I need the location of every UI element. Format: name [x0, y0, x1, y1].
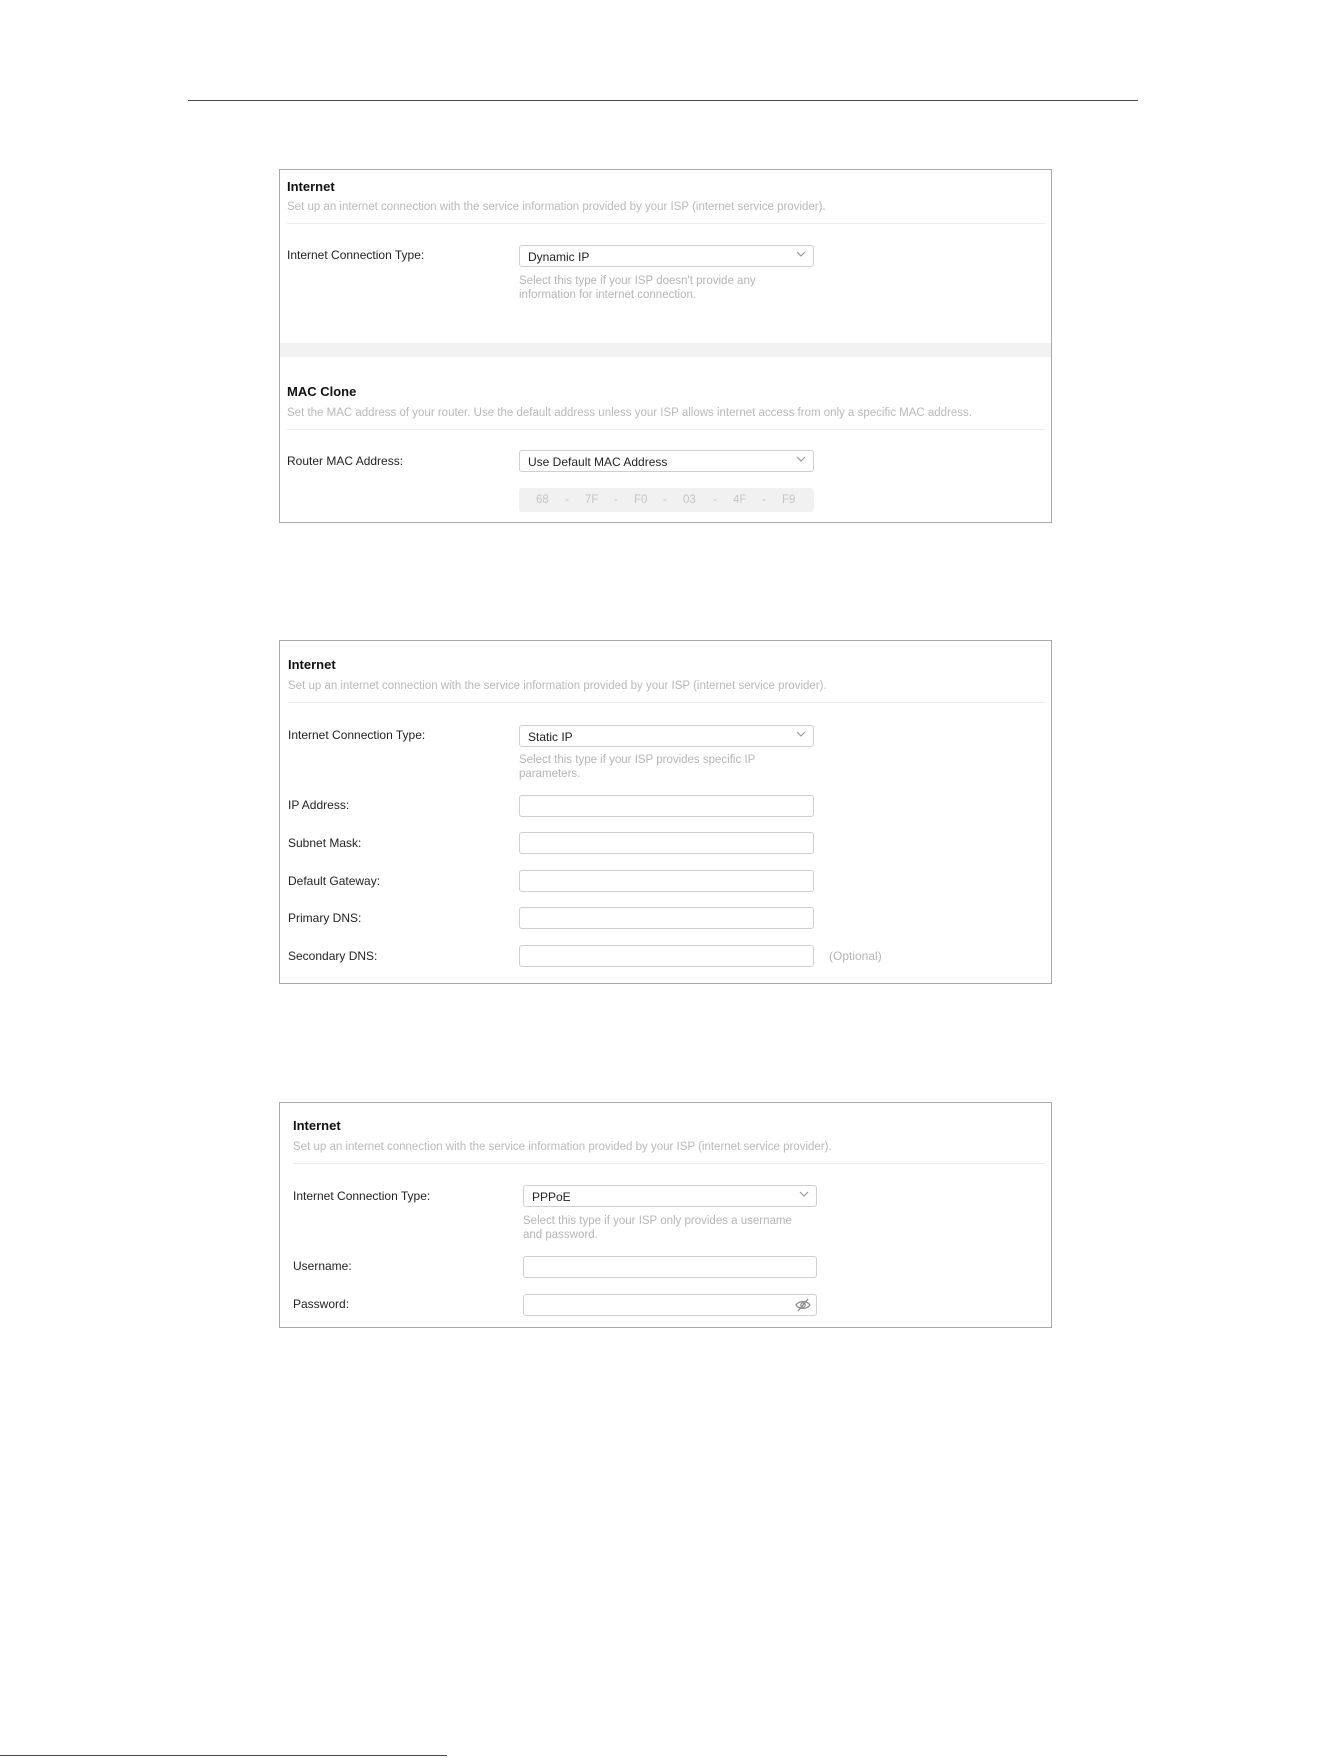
- default-gateway-input[interactable]: [519, 870, 814, 892]
- hint-line: and password.: [523, 1229, 598, 1241]
- router-mac-value: Use Default MAC Address: [528, 455, 668, 469]
- page-header-rule: [188, 100, 1138, 101]
- secondary-dns-label: Secondary DNS:: [288, 949, 378, 963]
- mac-address-field: [519, 488, 814, 512]
- static-ip-panel: [279, 640, 1052, 984]
- connection-type-select[interactable]: [519, 725, 814, 747]
- ip-address-label: IP Address:: [288, 798, 350, 812]
- connection-type-label: Internet Connection Type:: [288, 728, 426, 742]
- chevron-down-icon: [796, 249, 806, 259]
- router-mac-select[interactable]: [519, 450, 814, 472]
- connection-type-hint: [519, 274, 756, 302]
- mac-separator: -: [713, 494, 717, 506]
- optional-note: (Optional): [829, 949, 882, 963]
- eye-slash-icon[interactable]: [795, 1298, 811, 1312]
- section-title-internet: Internet: [287, 179, 335, 194]
- connection-type-value: PPPoE: [532, 1190, 571, 1204]
- mac-octet: F9: [782, 494, 796, 506]
- mac-separator: -: [565, 494, 569, 506]
- hint-line: Select this type if your ISP only provides a username: [523, 1215, 792, 1227]
- section-divider: [287, 223, 1045, 224]
- password-label: Password:: [293, 1297, 350, 1311]
- mac-octet: 7F: [585, 494, 599, 506]
- pppoe-panel: [279, 1102, 1052, 1328]
- section-description: Set up an internet connection with the service information provided by your ISP (internet service provider).: [293, 1141, 832, 1153]
- subnet-mask-label: Subnet Mask:: [288, 836, 362, 850]
- mac-separator: -: [614, 494, 618, 506]
- hint-line: parameters.: [519, 768, 581, 780]
- password-input[interactable]: [523, 1294, 817, 1316]
- connection-type-label: Internet Connection Type:: [287, 248, 425, 262]
- section-description: Set up an internet connection with the service information provided by your ISP (internet service provider).: [288, 680, 827, 692]
- section-divider: [288, 702, 1045, 703]
- primary-dns-input[interactable]: [519, 907, 814, 929]
- hint-line: information for internet connection.: [519, 289, 697, 301]
- hint-line: Select this type if your ISP provides specific IP: [519, 754, 756, 766]
- mac-octet: 4F: [733, 494, 747, 506]
- section-title-mac-clone: MAC Clone: [287, 384, 357, 399]
- default-gateway-label: Default Gateway:: [288, 874, 381, 888]
- section-title-internet: Internet: [288, 657, 336, 672]
- ip-address-input[interactable]: [519, 795, 814, 817]
- connection-type-select[interactable]: [523, 1185, 817, 1207]
- username-label: Username:: [293, 1259, 352, 1273]
- primary-dns-label: Primary DNS:: [288, 911, 362, 925]
- connection-type-value: Static IP: [528, 730, 573, 744]
- mac-octet: 03: [683, 494, 696, 506]
- mac-separator: -: [762, 494, 766, 506]
- page-footer-rule: [0, 1755, 447, 1756]
- section-description: Set up an internet connection with the service information provided by your ISP (internet service provider).: [287, 201, 826, 213]
- section-gap: [280, 343, 1051, 357]
- section-divider: [287, 429, 1045, 430]
- connection-type-hint: [519, 753, 755, 781]
- connection-type-label: Internet Connection Type:: [293, 1189, 431, 1203]
- dynamic-ip-panel: [279, 169, 1052, 523]
- chevron-down-icon: [796, 454, 806, 464]
- mac-separator: -: [663, 494, 667, 506]
- username-input[interactable]: [523, 1256, 817, 1278]
- chevron-down-icon: [796, 729, 806, 739]
- mac-octet: 68: [536, 494, 549, 506]
- connection-type-select[interactable]: [519, 245, 814, 267]
- hint-line: Select this type if your ISP doesn't provide any: [519, 275, 756, 287]
- subnet-mask-input[interactable]: [519, 832, 814, 854]
- router-mac-label: Router MAC Address:: [287, 454, 404, 468]
- connection-type-hint: [523, 1214, 792, 1242]
- chevron-down-icon: [799, 1189, 809, 1199]
- mac-octet: F0: [634, 494, 648, 506]
- section-title-internet: Internet: [293, 1118, 341, 1133]
- section-divider: [293, 1163, 1045, 1164]
- section-description: Set the MAC address of your router. Use the default address unless your ISP allows internet access from only a specific MAC address.: [287, 407, 972, 419]
- connection-type-value: Dynamic IP: [528, 250, 590, 264]
- secondary-dns-input[interactable]: [519, 945, 814, 967]
